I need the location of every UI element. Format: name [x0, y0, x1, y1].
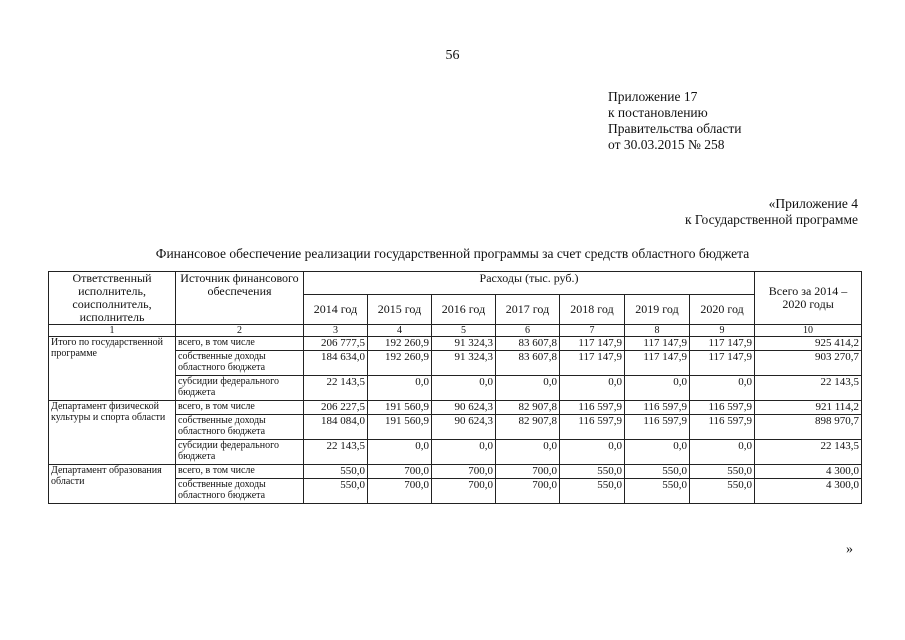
value-cell: 0,0 — [690, 440, 755, 465]
appendix-17-line: Правительства области — [608, 121, 742, 136]
table-row — [49, 337, 862, 351]
value-cell: 700,0 — [496, 465, 560, 479]
value-cell: 192 260,9 — [368, 337, 432, 351]
value-cell: 90 624,3 — [432, 415, 496, 440]
header-row — [49, 272, 862, 295]
table-row — [49, 465, 862, 479]
value-cell: 83 607,8 — [496, 337, 560, 351]
value-cell: 22 143,5 — [304, 376, 368, 401]
value-cell: 550,0 — [304, 479, 368, 504]
value-cell: 700,0 — [368, 465, 432, 479]
appendix-4-block — [685, 196, 858, 228]
total-cell: 4 300,0 — [755, 465, 862, 479]
column-header-source: Источник финансового обеспечения — [176, 272, 304, 325]
value-cell: 550,0 — [304, 465, 368, 479]
column-header-executor: Ответственный исполнитель, соисполнитель, исполнитель — [49, 272, 176, 325]
column-header-year: 2016 год — [432, 295, 496, 325]
value-cell: 184 084,0 — [304, 415, 368, 440]
value-cell: 0,0 — [560, 440, 625, 465]
value-cell: 700,0 — [432, 465, 496, 479]
column-header-expenses: Расходы (тыс. руб.) — [304, 272, 755, 295]
source-cell: всего, в том числе — [176, 401, 304, 415]
executor-cell: Итого по государственной программе — [49, 337, 176, 401]
column-number: 6 — [496, 325, 560, 337]
executor-cell: Департамент образования области — [49, 465, 176, 504]
value-cell: 116 597,9 — [690, 415, 755, 440]
value-cell: 116 597,9 — [560, 415, 625, 440]
appendix-17-line: к постановлению — [608, 105, 708, 120]
total-cell: 903 270,7 — [755, 351, 862, 376]
value-cell: 550,0 — [690, 465, 755, 479]
source-cell: всего, в том числе — [176, 465, 304, 479]
value-cell: 0,0 — [625, 440, 690, 465]
financing-table-container — [48, 271, 861, 504]
value-cell: 192 260,9 — [368, 351, 432, 376]
value-cell: 0,0 — [432, 440, 496, 465]
value-cell: 550,0 — [690, 479, 755, 504]
column-number: 1 — [49, 325, 176, 337]
value-cell: 700,0 — [432, 479, 496, 504]
value-cell: 206 777,5 — [304, 337, 368, 351]
value-cell: 117 147,9 — [560, 351, 625, 376]
source-cell: всего, в том числе — [176, 337, 304, 351]
source-cell: собственные доходы областного бюджета — [176, 415, 304, 440]
source-cell: собственные доходы областного бюджета — [176, 479, 304, 504]
column-number-row — [49, 325, 862, 337]
column-header-total: Всего за 2014 – 2020 годы — [755, 272, 862, 325]
source-cell: субсидии федерального бюджета — [176, 376, 304, 401]
value-cell: 700,0 — [368, 479, 432, 504]
value-cell: 184 634,0 — [304, 351, 368, 376]
value-cell: 117 147,9 — [690, 337, 755, 351]
value-cell: 91 324,3 — [432, 351, 496, 376]
value-cell: 700,0 — [496, 479, 560, 504]
value-cell: 550,0 — [625, 479, 690, 504]
value-cell: 91 324,3 — [432, 337, 496, 351]
value-cell: 116 597,9 — [625, 401, 690, 415]
source-cell: субсидии федерального бюджета — [176, 440, 304, 465]
column-number: 7 — [560, 325, 625, 337]
total-cell: 921 114,2 — [755, 401, 862, 415]
column-number: 5 — [432, 325, 496, 337]
value-cell: 191 560,9 — [368, 415, 432, 440]
total-cell: 22 143,5 — [755, 376, 862, 401]
column-number: 3 — [304, 325, 368, 337]
column-header-year: 2017 год — [496, 295, 560, 325]
column-number: 8 — [625, 325, 690, 337]
executor-cell: Департамент физической культуры и спорта области — [49, 401, 176, 465]
value-cell: 0,0 — [690, 376, 755, 401]
column-number: 9 — [690, 325, 755, 337]
appendix-17-line: от 30.03.2015 № 258 — [608, 137, 725, 152]
value-cell: 550,0 — [625, 465, 690, 479]
column-header-year: 2018 год — [560, 295, 625, 325]
value-cell: 0,0 — [368, 440, 432, 465]
appendix-4-line: «Приложение 4 — [768, 196, 858, 211]
column-header-year: 2019 год — [625, 295, 690, 325]
total-cell: 4 300,0 — [755, 479, 862, 504]
value-cell: 117 147,9 — [625, 351, 690, 376]
column-header-year: 2020 год — [690, 295, 755, 325]
value-cell: 22 143,5 — [304, 440, 368, 465]
value-cell: 0,0 — [368, 376, 432, 401]
document-title: Финансовое обеспечение реализации государственной программы за счет средств областного бюджета — [155, 246, 750, 261]
total-cell: 925 414,2 — [755, 337, 862, 351]
value-cell: 82 907,8 — [496, 415, 560, 440]
value-cell: 0,0 — [625, 376, 690, 401]
appendix-4-line: к Государственной программе — [684, 212, 858, 227]
total-cell: 898 970,7 — [755, 415, 862, 440]
value-cell: 191 560,9 — [368, 401, 432, 415]
value-cell: 90 624,3 — [432, 401, 496, 415]
appendix-17-line: Приложение 17 — [608, 89, 698, 104]
source-cell: собственные доходы областного бюджета — [176, 351, 304, 376]
column-number: 4 — [368, 325, 432, 337]
table-row — [49, 401, 862, 415]
appendix-17-block — [608, 89, 741, 153]
value-cell: 0,0 — [560, 376, 625, 401]
value-cell: 206 227,5 — [304, 401, 368, 415]
value-cell: 116 597,9 — [625, 415, 690, 440]
closing-quote-mark: » — [846, 542, 853, 557]
value-cell: 83 607,8 — [496, 351, 560, 376]
column-header-year: 2015 год — [368, 295, 432, 325]
total-cell: 22 143,5 — [755, 440, 862, 465]
value-cell: 82 907,8 — [496, 401, 560, 415]
financing-table — [48, 271, 862, 504]
value-cell: 117 147,9 — [560, 337, 625, 351]
column-number: 10 — [755, 325, 862, 337]
value-cell: 550,0 — [560, 465, 625, 479]
value-cell: 0,0 — [496, 440, 560, 465]
value-cell: 117 147,9 — [690, 351, 755, 376]
value-cell: 0,0 — [432, 376, 496, 401]
page-number: 56 — [445, 48, 460, 63]
value-cell: 0,0 — [496, 376, 560, 401]
value-cell: 116 597,9 — [560, 401, 625, 415]
column-number: 2 — [176, 325, 304, 337]
column-header-year: 2014 год — [304, 295, 368, 325]
value-cell: 117 147,9 — [625, 337, 690, 351]
value-cell: 550,0 — [560, 479, 625, 504]
value-cell: 116 597,9 — [690, 401, 755, 415]
